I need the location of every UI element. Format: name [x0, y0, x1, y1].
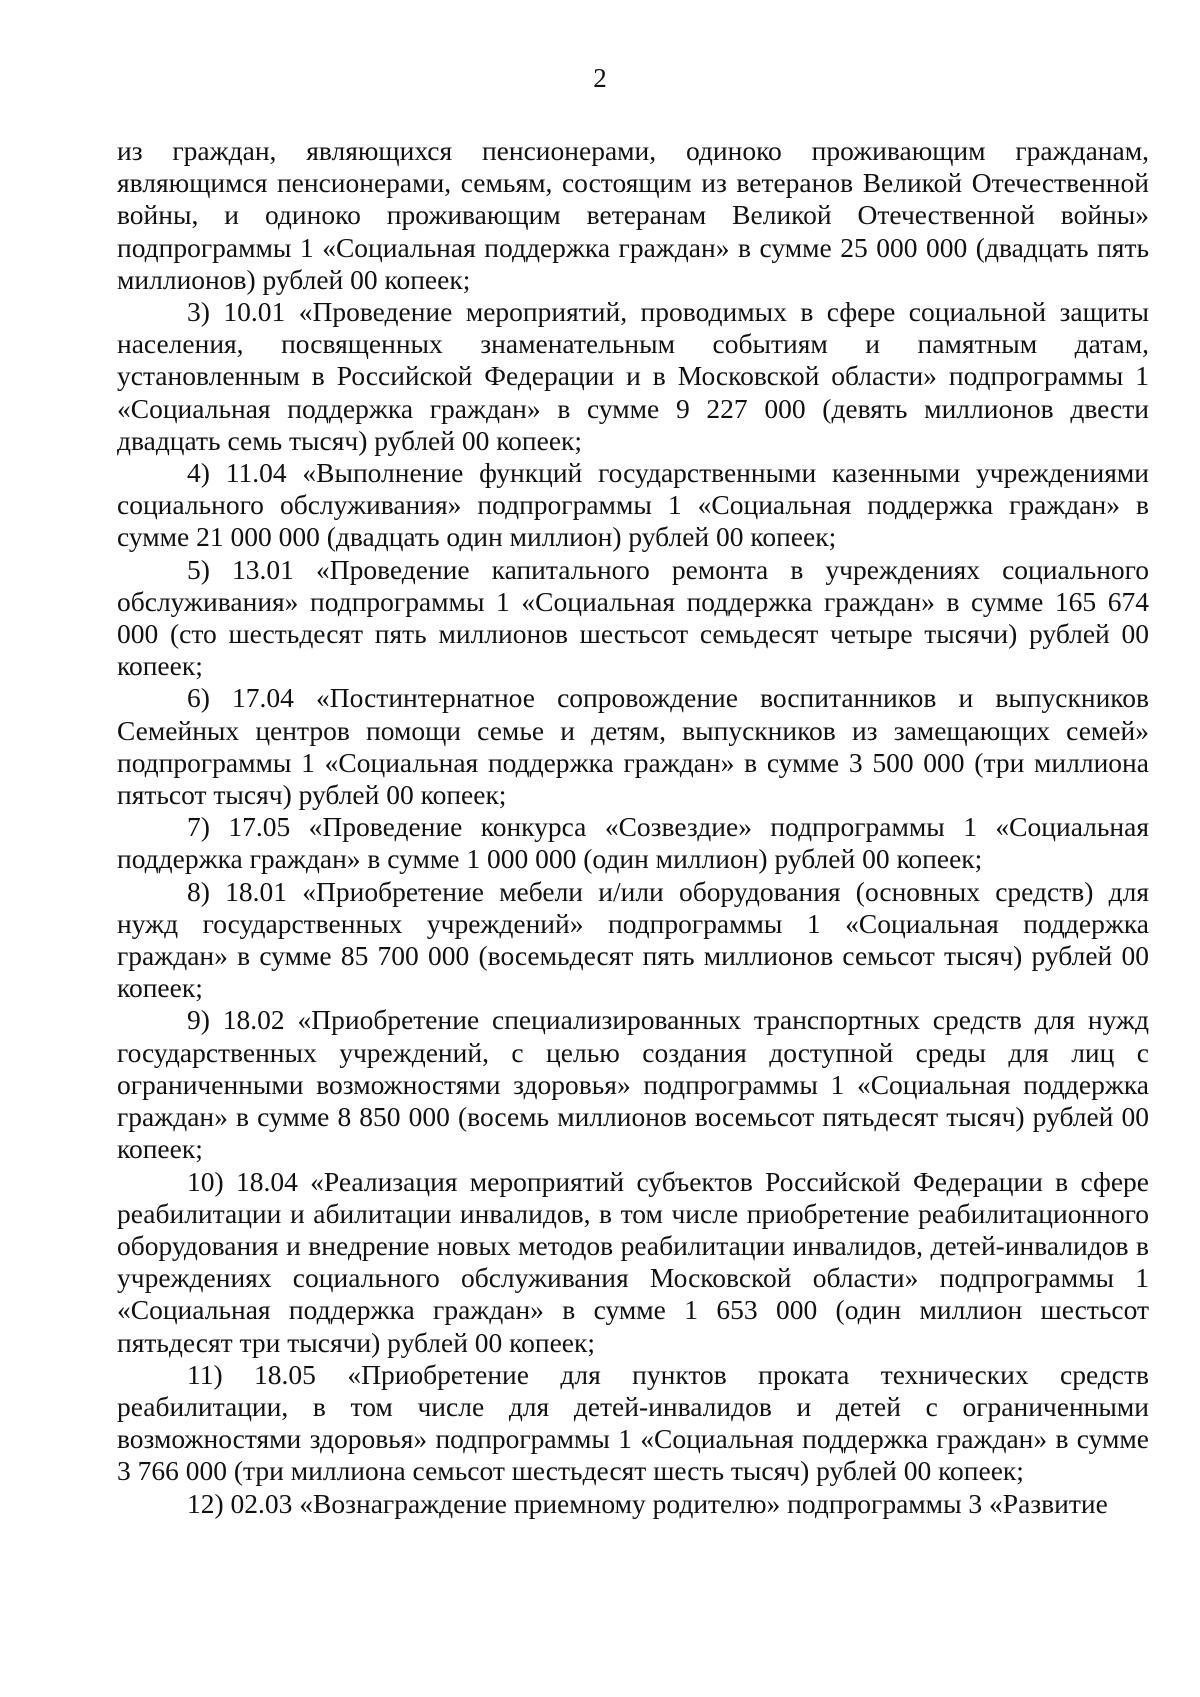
paragraph-item-8: 8) 18.01 «Приобретение мебели и/или оборудования (основных средств) для нужд государственных учреждений» подпрограммы 1 «Социальная поддержка граждан» в сумме 85 700 000 (восемьдесят пять миллионов семьсот тысяч) рублей 00 копеек; — [117, 875, 1149, 1004]
paragraph-item-5: 5) 13.01 «Проведение капитального ремонта в учреждениях социального обслуживания» подпрограммы 1 «Социальная поддержка граждан» в сумме 165 674 000 (сто шестьдесят пять миллионов шестьсот семьдесят четыре тысячи) рублей 00 копеек; — [117, 553, 1149, 682]
document-body — [117, 135, 1149, 1520]
paragraph-continuation: из граждан, являющихся пенсионерами, одиноко проживающим гражданам, являющимся пенсионерами, семьям, состоящим из ветеранов Великой Отечественной войны, и одиноко проживающим ветеранам Великой Отечественной войны» подпрограммы 1 «Социальная поддержка граждан» в сумме 25 000 000 (двадцать пять миллионов) рублей 00 копеек; — [117, 135, 1149, 295]
paragraph-item-7: 7) 17.05 «Проведение конкурса «Созвездие» подпрограммы 1 «Социальная поддержка граждан» в сумме 1 000 000 (один миллион) рублей 00 копеек; — [117, 811, 1149, 875]
paragraph-item-3: 3) 10.01 «Проведение мероприятий, проводимых в сфере социальной защиты населения, посвященных знаменательным событиям и памятным датам, установленным в Российской Федерации и в Московской области» подпрограммы 1 «Социальная поддержка граждан» в сумме 9 227 000 (девять миллионов двести двадцать семь тысяч) рублей 00 копеек; — [117, 296, 1149, 456]
paragraph-item-10: 10) 18.04 «Реализация мероприятий субъектов Российской Федерации в сфере реабилитации и абилитации инвалидов, в том числе приобретение реабилитационного оборудования и внедрение новых методов реабилитации инвалидов, детей-инвалидов в учреждениях социального обслуживания Московской области» подпрограммы 1 «Социальная поддержка граждан» в сумме 1 653 000 (один миллион шестьсот пятьдесят три тысячи) рублей 00 копеек; — [117, 1165, 1149, 1358]
page-number: 2 — [593, 63, 607, 93]
paragraph-item-11: 11) 18.05 «Приобретение для пунктов проката технических средств реабилитации, в том числе для детей-инвалидов и детей с ограниченными возможностями здоровья» подпрограммы 1 «Социальная поддержка граждан» в сумме 3 766 000 (три миллиона семьсот шестьдесят шесть тысяч) рублей 00 копеек; — [117, 1358, 1149, 1487]
paragraph-item-12: 12) 02.03 «Вознаграждение приемному родителю» подпрограммы 3 «Развитие — [187, 1487, 1108, 1519]
paragraph-item-4: 4) 11.04 «Выполнение функций государственными казенными учреждениями социального обслуживания» подпрограммы 1 «Социальная поддержка граждан» в сумме 21 000 000 (двадцать один миллион) рублей 00 копеек; — [117, 457, 1149, 553]
paragraph-item-9: 9) 18.02 «Приобретение специализированных транспортных средств для нужд государственных учреждений, с целью создания доступной среды для лиц с ограниченными возможностями здоровья» подпрограммы 1 «Социальная поддержка граждан» в сумме 8 850 000 (восемь миллионов восемьсот пятьдесят тысяч) рублей 00 копеек; — [117, 1004, 1149, 1165]
paragraph-item-6: 6) 17.04 «Постинтернатное сопровождение воспитанников и выпускников Семейных центров помощи семье и детям, выпускников из замещающих семей» подпрограммы 1 «Социальная поддержка граждан» в сумме 3 500 000 (три миллиона пятьсот тысяч) рублей 00 копеек; — [117, 682, 1149, 811]
